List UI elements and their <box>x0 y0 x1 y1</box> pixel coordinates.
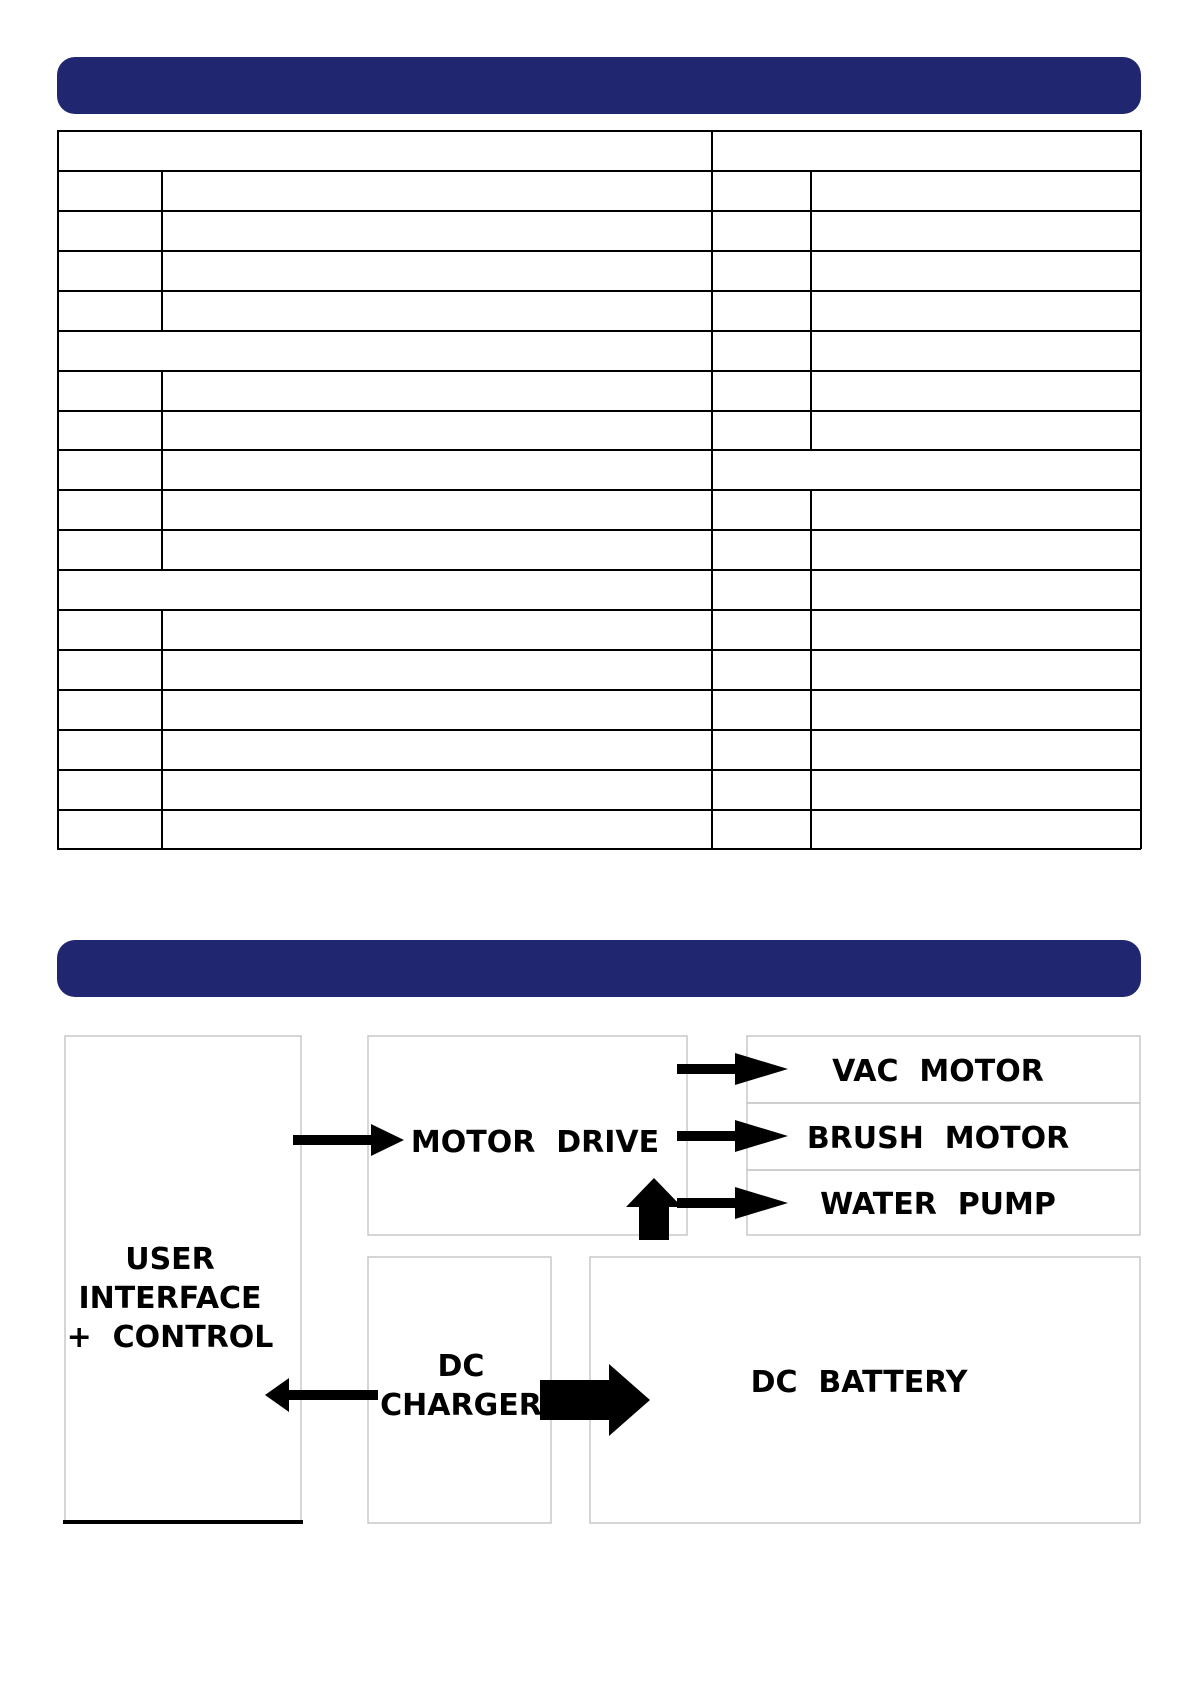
column-divider-left <box>161 370 163 569</box>
row-rule <box>57 809 712 811</box>
row-rule <box>711 250 1141 252</box>
row-rule <box>711 809 1141 811</box>
arrow-charger-to-battery <box>540 1364 650 1436</box>
user-interface-label-2: INTERFACE <box>78 1281 262 1316</box>
row-rule <box>57 569 712 571</box>
water-pump-label: WATER PUMP <box>820 1187 1056 1222</box>
row-rule <box>711 689 1141 691</box>
column-divider-left <box>161 609 163 849</box>
row-rule <box>711 729 1141 731</box>
row-rule <box>57 529 712 531</box>
arrow-battery-to-motor-drive <box>626 1178 682 1240</box>
arrow-to-vac-motor <box>677 1053 788 1085</box>
table-border-top <box>57 130 1141 132</box>
row-rule <box>711 769 1141 771</box>
row-rule <box>57 410 712 412</box>
dc-charger-label-2: CHARGER <box>380 1388 542 1423</box>
row-rule <box>57 250 712 252</box>
row-rule <box>711 569 1141 571</box>
spec-table <box>57 130 1141 849</box>
row-rule <box>57 489 712 491</box>
arrow-to-water-pump <box>677 1187 788 1219</box>
row-rule <box>711 649 1141 651</box>
user-interface-baseline <box>63 1520 303 1524</box>
row-rule <box>711 210 1141 212</box>
row-rule <box>711 529 1141 531</box>
row-rule <box>57 769 712 771</box>
user-interface-label-3: + CONTROL <box>66 1320 274 1355</box>
column-divider-right <box>810 489 812 849</box>
arrow-charger-to-ui <box>265 1378 378 1412</box>
column-divider-left <box>161 170 163 330</box>
column-divider-main <box>711 130 713 849</box>
column-divider-right <box>810 170 812 449</box>
row-rule <box>711 449 1141 451</box>
vac-motor-label: VAC MOTOR <box>832 1054 1044 1089</box>
motor-drive-label: MOTOR DRIVE <box>410 1125 660 1160</box>
row-rule <box>57 689 712 691</box>
row-rule <box>57 649 712 651</box>
row-rule <box>711 370 1141 372</box>
user-interface-label-1: USER <box>125 1242 215 1277</box>
row-rule <box>57 210 712 212</box>
dc-charger-label-1: DC <box>437 1349 485 1384</box>
row-rule <box>711 410 1141 412</box>
table-border-bottom <box>57 848 1141 850</box>
row-rule <box>57 449 712 451</box>
row-rule <box>57 290 712 292</box>
block-diagram <box>57 1028 1141 1528</box>
row-rule <box>711 170 1141 172</box>
row-rule <box>711 330 1141 332</box>
row-rule <box>57 729 712 731</box>
section-banner-2 <box>57 940 1141 997</box>
section-banner-1 <box>57 57 1141 114</box>
arrow-ui-to-motor-drive <box>293 1124 404 1156</box>
dc-battery-label: DC BATTERY <box>750 1365 968 1400</box>
row-rule <box>57 330 712 332</box>
row-rule <box>711 489 1141 491</box>
row-rule <box>711 290 1141 292</box>
row-rule <box>57 170 712 172</box>
arrow-to-brush-motor <box>677 1120 788 1152</box>
user-interface-box <box>65 1036 301 1523</box>
row-rule <box>711 609 1141 611</box>
brush-motor-label: BRUSH MOTOR <box>806 1121 1070 1156</box>
row-rule <box>57 609 712 611</box>
row-rule <box>57 370 712 372</box>
